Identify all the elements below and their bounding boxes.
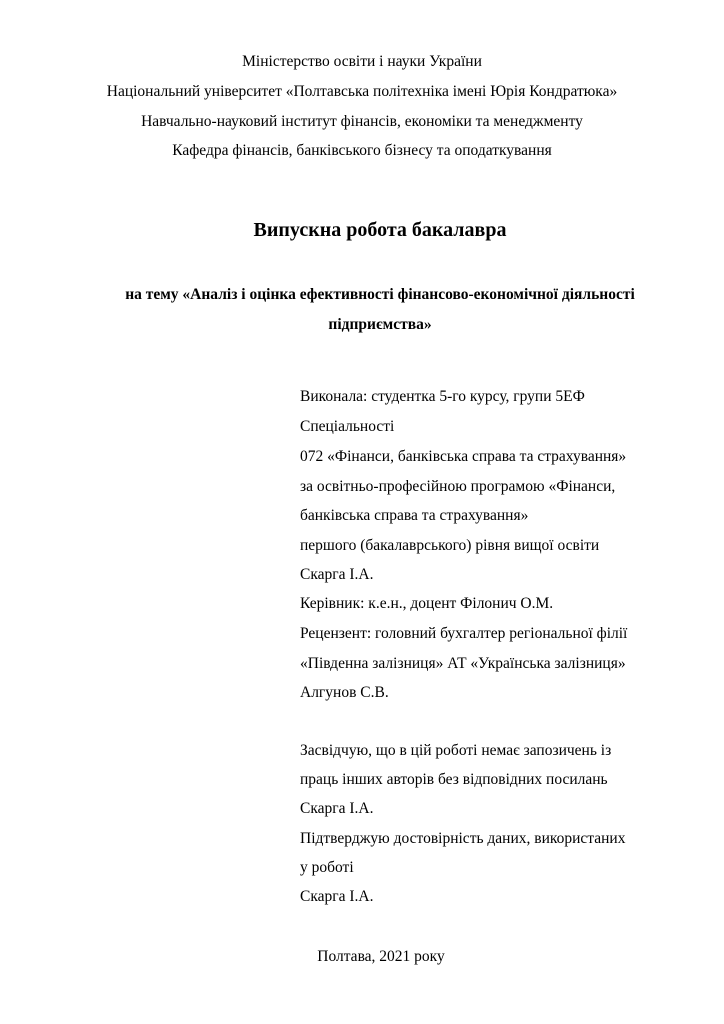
program-line-1: за освітньо-професійною програмою «Фінанси,: [300, 478, 616, 495]
supervisor-line: Керівник: к.е.н., доцент Філонич О.М.: [300, 595, 554, 612]
program-line-2: банківська справа та страхування»: [300, 507, 529, 524]
university-line: Національний університет «Полтавська політехніка імені Юрія Кондратюка»: [106, 83, 618, 100]
department-line: Кафедра фінансів, банківського бізнесу та оподаткування: [172, 142, 552, 159]
institute-line: Навчально-науковий інститут фінансів, економіки та менеджменту: [141, 113, 583, 130]
declaration-line-2: праць інших авторів без відповідних посилань: [300, 771, 608, 788]
author-line: Виконала: студентка 5-го курсу, групи 5ЕФ: [300, 388, 585, 405]
specialty-code: 072 «Фінанси, банківська справа та страхування»: [300, 448, 627, 465]
declaration-line-1: Засвідчую, що в цій роботі немає запозичень із: [300, 742, 612, 759]
degree-level-line: першого (бакалаврського) рівня вищої освіти: [300, 537, 600, 554]
topic-line-2: підприємства»: [328, 316, 432, 333]
author-name: Скарга І.А.: [300, 566, 374, 583]
city-year-footer: Полтава, 2021 року: [317, 948, 445, 965]
reviewer-line-2: «Південна залізниця» АТ «Українська залізниця»: [300, 655, 626, 672]
confirmation-line-2: у роботі: [300, 859, 354, 876]
reviewer-name: Алгунов С.В.: [300, 684, 389, 701]
topic-line-1: на тему «Аналіз і оцінка ефективності фінансово-економічної діяльності: [125, 286, 635, 303]
reviewer-line-1: Рецензент: головний бухгалтер регіональної філії: [300, 625, 628, 642]
ministry-line: Міністерство освіти і науки України: [242, 53, 482, 70]
declaration-signature-1: Скарга І.А.: [300, 800, 374, 817]
confirmation-line-1: Підтверджую достовірність даних, використаних: [300, 830, 626, 847]
document-title: Випускна робота бакалавра: [253, 219, 507, 241]
declaration-signature-2: Скарга І.А.: [300, 888, 374, 905]
specialty-label: Спеціальності: [300, 418, 395, 435]
